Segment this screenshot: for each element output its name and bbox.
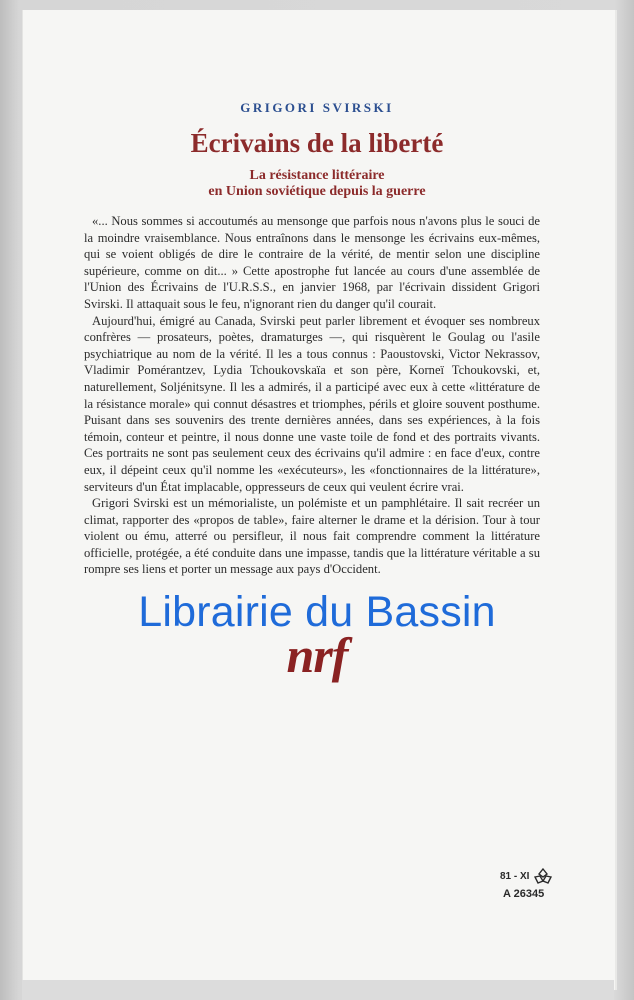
- series-code: 81 - XI: [500, 870, 530, 882]
- bookseller-watermark: Librairie du Bassin: [138, 588, 496, 636]
- author-name: GRIGORI SVIRSKI: [240, 100, 394, 115]
- book-title: Écrivains de la liberté: [190, 128, 444, 158]
- blurb-paragraph-1: «... Nous sommes si accoutumés au mensonge que parfois nous n'avons plus le souci de la moindre vraisemblance. Nous entraînons dans le mensonge les écrivains eux-mêmes, qui se voient obligés de dire le contraire de la vérité, de mentir selon une discipline supérieure, comme on dit... » Cette apostrophe fut lancée au cours d'une assemblée de l'Union des Écrivains de l'U.R.S.S., en janvier 1968, par l'écrivain dissident Grigori Svirski. Il attaquait sous le feu, n'ignorant rien du danger qu'il courait.: [84, 214, 540, 311]
- book-subtitle: [0, 168, 634, 200]
- subtitle-line-2: en Union soviétique depuis la guerre: [208, 184, 426, 199]
- blurb-paragraph-2: Aujourd'hui, émigré au Canada, Svirski peut parler librement et évoquer ses nombreux confrères — prosateurs, poètes, dramaturges —, qui risquèrent le Goulag ou l'asile psychiatrique au nom de la vérité. Il les a tous connus : Paoustovski, Victor Nekrassov, Vladimir Pomérantzev, Lydia Tchoukovskaïa et son père, Korneï Tchoukovski, et, naturellement, Soljénitsyne. Il les a admirés, il a participé avec eux à cette «littérature de la résistance morale» qui connut désastres et triomphes, périls et gloire souvent posthume. Puisant dans ses souvenirs des trente dernières années, dans ses expériences, à la fois témoin, conteur et peintre, il nous donne une vaste toile de fond et des portraits vivants. Ces portraits ne sont pas seulement ceux des écrivains qu'il admire : en face d'eux, contre eux, il dépeint ceux qu'il nomme les «exécuteurs», les «fonctionnaires de la littérature», serviteurs d'un État implacable, oppresseurs de ceux qui veulent écrire vrai.: [84, 313, 540, 494]
- subtitle-line-1: La résistance littéraire: [249, 168, 385, 183]
- blurb-text: [84, 213, 540, 578]
- blurb-paragraph-3: Grigori Svirski est un mémorialiste, un polémiste et un pamphlétaire. Il sait recréer un climat, rapporter des «propos de table», faire alterner le drame et la dérision. Tour à tour violent ou ému, atterré ou persifleur, il nous fait comprendre comment la littérature officielle, protégée, a été conduite dans une impasse, tandis que la littérature véritable a su rompre ses liens et porter un message aux pays d'Occident.: [84, 496, 540, 577]
- catalog-reference: A 26345: [503, 888, 545, 900]
- series-code-row: [500, 868, 553, 884]
- book-bottom-edge: [22, 980, 614, 1000]
- gallimard-emblem-icon: [533, 868, 553, 884]
- publisher-logo: nrf: [286, 627, 348, 683]
